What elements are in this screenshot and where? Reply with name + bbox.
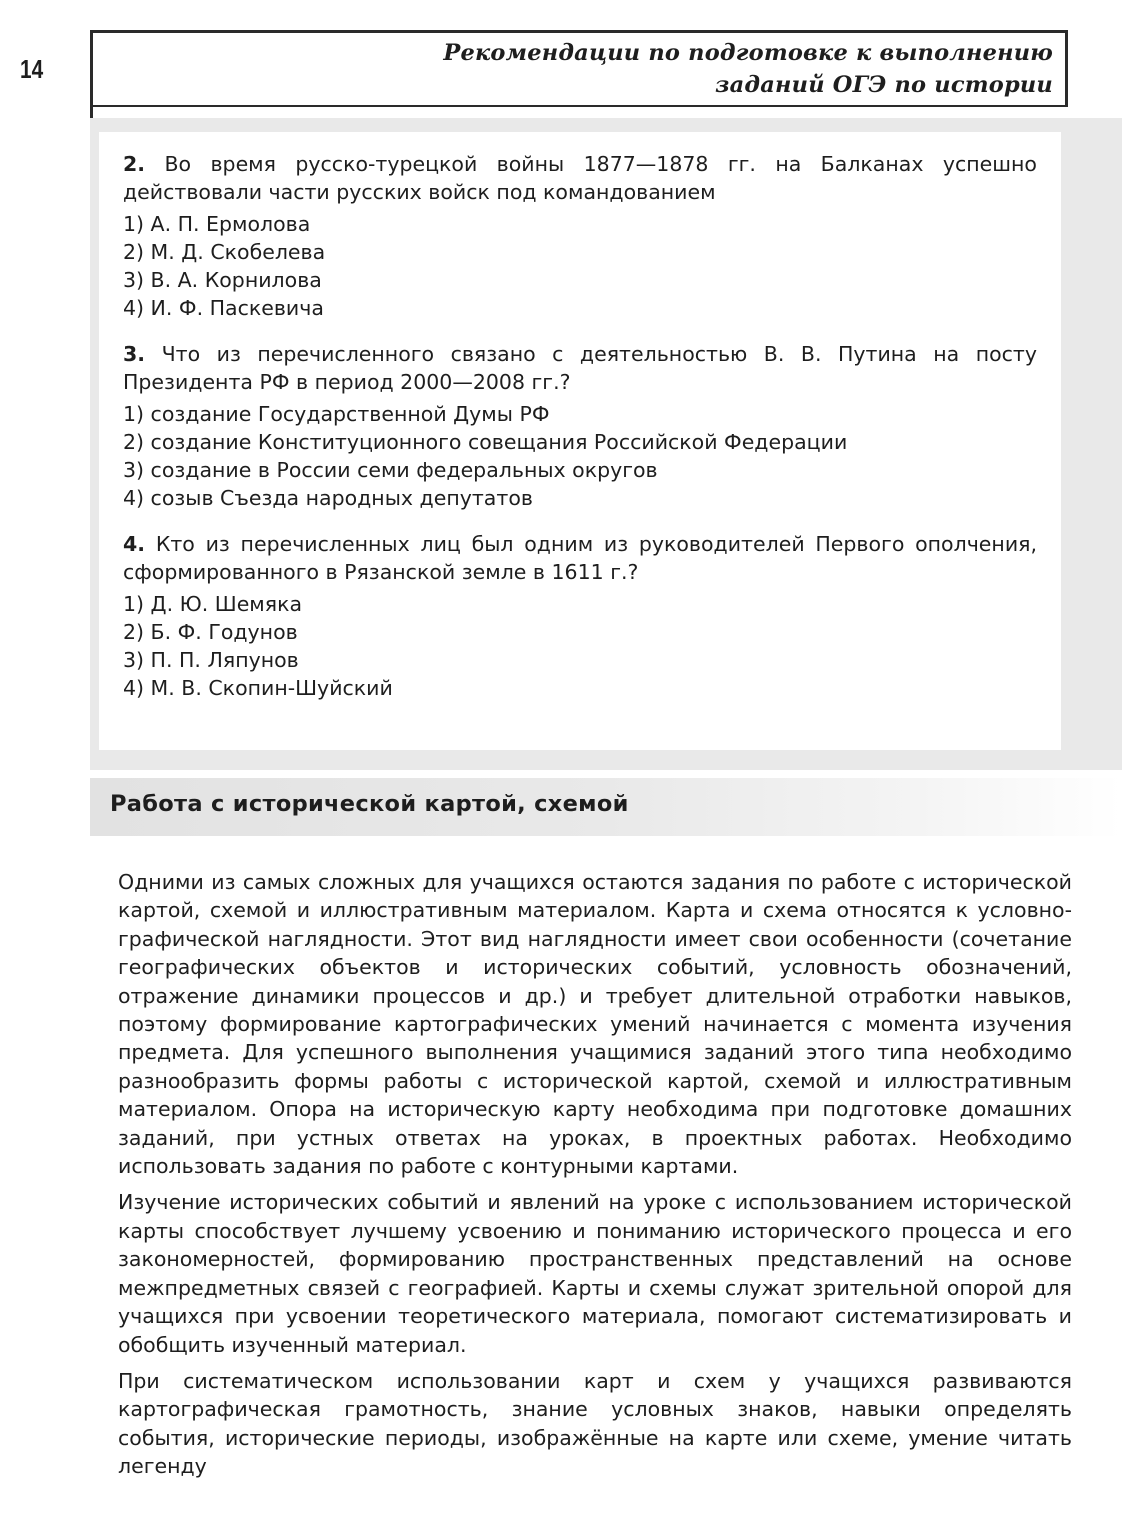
section-heading: Работа с исторической картой, схемой	[110, 791, 629, 817]
answer-option: 4) созыв Съезда народных депутатов	[123, 486, 533, 510]
task-list	[123, 150, 1037, 720]
answer-option: 1) Д. Ю. Шемяка	[123, 592, 303, 616]
task-number: 3.	[123, 342, 146, 366]
task-question	[123, 530, 1037, 586]
task-question	[123, 150, 1037, 206]
answer-options	[123, 590, 1037, 702]
page-number: 14	[20, 54, 44, 84]
answer-option: 4) И. Ф. Паскевича	[123, 296, 324, 320]
answer-options	[123, 210, 1037, 322]
answer-option: 2) М. Д. Скобелева	[123, 240, 326, 264]
body-paragraph: Одними из самых сложных для учащихся остаются задания по работе с исторической картой, схемой и иллюстративным материалом. Карта и схема относятся к условно-графической наглядности. Этот вид наглядности имеет свои особенности (сочетание географических объектов и исторических событий, условность обозначений, отражение динамики процессов и др.) и требует длительной отработки навыков, поэтому формирование картографических умений начинается с момента изучения предмета. Для успешного выполнения учащимися заданий этого типа необходимо разнообразить формы работы с исторической картой, схемой и иллюстративным материалом. Опора на историческую карту необходима при подготовке домашних заданий, при устных ответах на уроках, в проектных работах. Необходимо использовать задания по работе с контурными картами.	[118, 870, 1072, 1179]
task-number: 4.	[123, 532, 146, 556]
task-question-text: Кто из перечисленных лиц был одним из руководителей Первого ополчения, сформированного в Рязанской земле в 1611 г.?	[123, 532, 1037, 584]
answer-option: 4) М. В. Скопин-Шуйский	[123, 676, 393, 700]
section-body	[118, 868, 1072, 1489]
tasks-panel	[99, 132, 1061, 750]
task-3	[123, 340, 1037, 512]
task-question-text: Что из перечисленного связано с деятельностью В. В. Путина на посту Президента РФ в период 2000—2008 гг.?	[123, 342, 1037, 394]
answer-option: 3) П. П. Ляпунов	[123, 648, 299, 672]
task-question-text: Во время русско-турецкой войны 1877—1878 гг. на Балканах успешно действовали части русских войск под командованием	[123, 152, 1037, 204]
body-paragraph: Изучение исторических событий и явлений на уроке с использованием исторической карты способствует лучшему усвоению и пониманию исторического процесса и его закономерностей, формированию пространственных представлений на основе межпредметных связей с географией. Карты и схемы служат зрительной опорой для учащихся при усвоении теоретического материала, помогают систематизировать и обобщить изученный материал.	[118, 1190, 1072, 1357]
section-heading-band	[90, 778, 1122, 836]
running-header	[90, 30, 1068, 107]
answer-options	[123, 400, 1037, 512]
task-number: 2.	[123, 152, 146, 176]
answer-option: 3) В. А. Корнилова	[123, 268, 322, 292]
task-2	[123, 150, 1037, 322]
task-question	[123, 340, 1037, 396]
answer-option: 2) Б. Ф. Годунов	[123, 620, 298, 644]
running-header-title: Рекомендации по подготовке к выполнению заданий ОГЭ по истории	[443, 40, 1053, 98]
task-4	[123, 530, 1037, 702]
answer-option: 1) создание Государственной Думы РФ	[123, 402, 550, 426]
answer-option: 1) А. П. Ермолова	[123, 212, 311, 236]
body-paragraph: При систематическом использовании карт и схем у учащихся развиваются картографическая грамотность, знание условных знаков, навыки определять события, исторические периоды, изображённые на карте или схеме, умение читать легенду	[118, 1368, 1072, 1479]
answer-option: 3) создание в России семи федеральных округов	[123, 458, 658, 482]
answer-option: 2) создание Конституционного совещания Российской Федерации	[123, 430, 848, 454]
